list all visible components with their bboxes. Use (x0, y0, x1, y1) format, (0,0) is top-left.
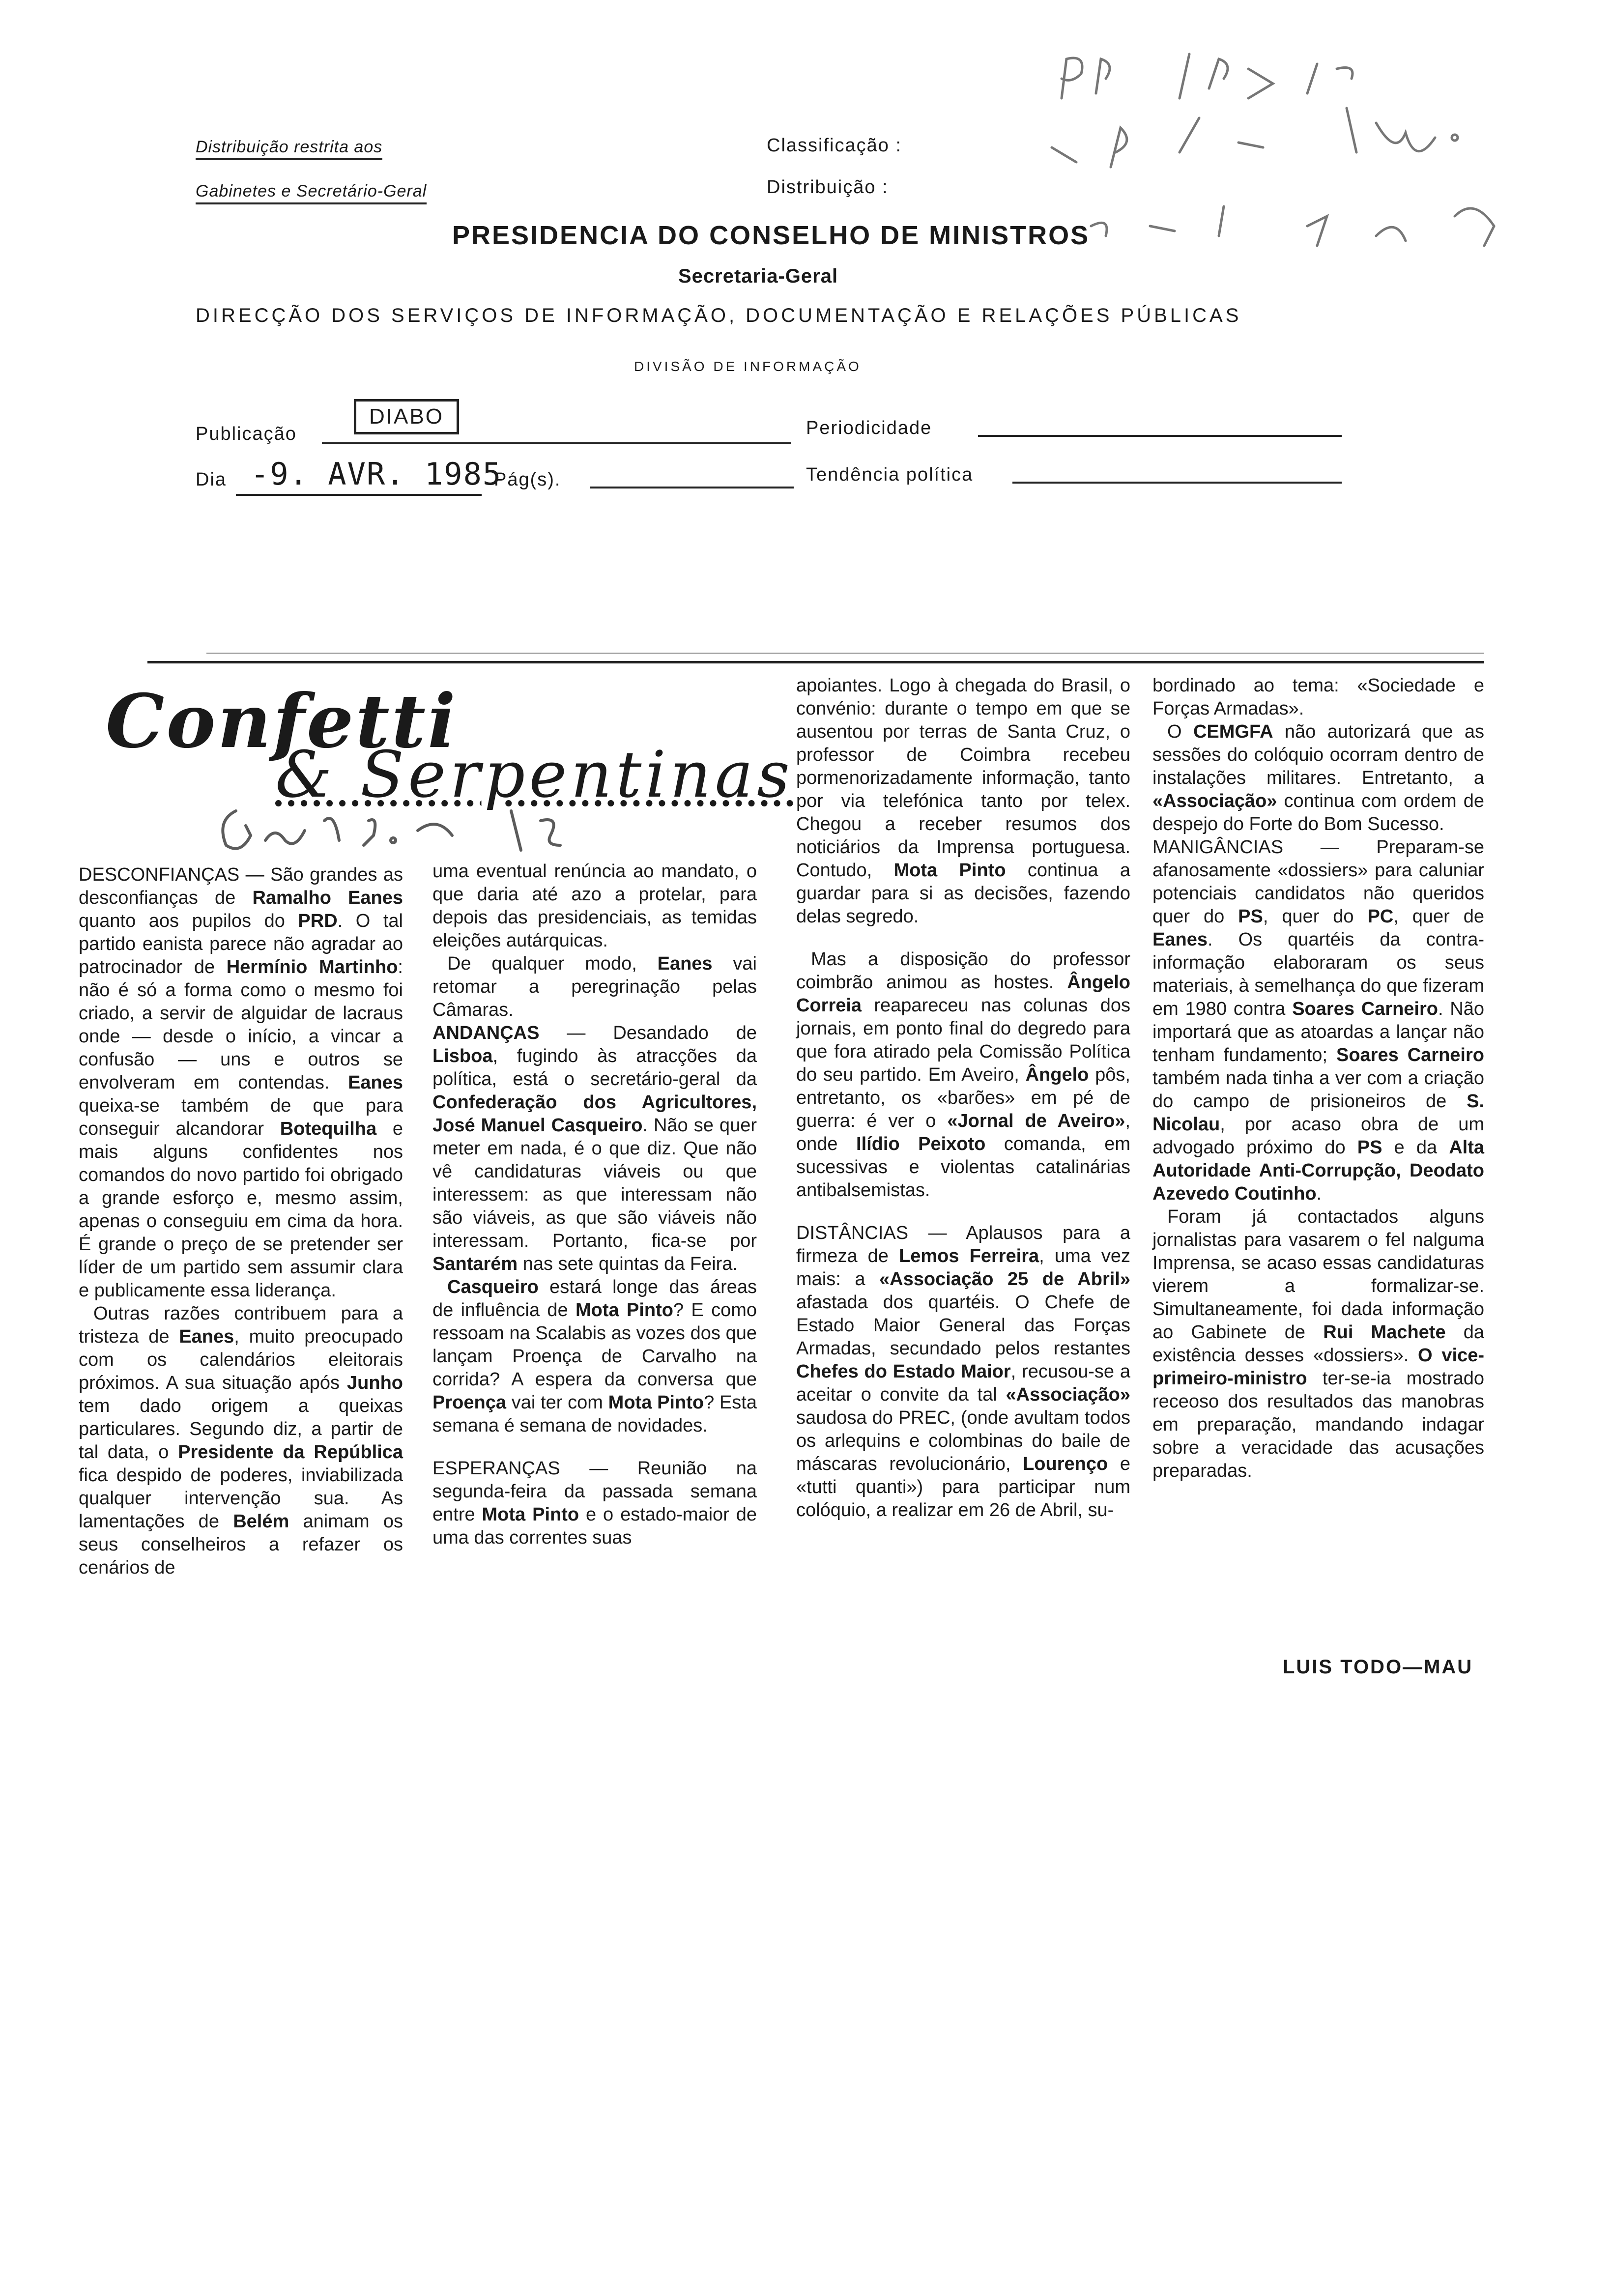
paragraph-coimbrao: Mas a disposição do professor coimbrão animou as hostes. Ângelo Correia reapareceu nas colunas dos jornais, em ponto final do degredo para que fora atirado pela Comissão Política do seu partido. Em Aveiro, Ângelo pôs, entretanto, os «barões» em pé de guerra: é ver o «Jornal de Aveiro», onde Ilídio Peixoto comanda, em sucessivas e violentas catalinárias antibalsemistas. (796, 949, 1130, 1201)
date-stamp: -9. AVR. 1985 (251, 456, 502, 492)
paragraph-casqueiro: Casqueiro estará longe das áreas de influência de Mota Pinto? E como ressoam na Scalabis as vozes dos que lançam Proença de Carvalho na corrida? A espera da conversa que Proença vai ter com Mota Pinto? Esta semana é semana de novidades. (432, 1277, 757, 1436)
publication-underline (322, 442, 791, 444)
periodicity-label: Periodicidade (806, 418, 932, 438)
paragraph-cemgfa: O CEMGFA não autorizará que as sessões do colóquio ocorram dentro de instalações militares. Entretanto, a «Associação» continua com ordem de despejo do Forte do Bom Sucesso. (1152, 721, 1484, 834)
paragraph-distancias: DISTÂNCIAS — Aplausos para a firmeza de Lemos Ferreira, uma vez mais: a «Associação 25 de Abril» afastada dos quartéis. O Chefe de Estado Maior General das Forças Armadas, secundado pelos restantes Chefes do Estado Maior, recusou-se a aceitar o convite da tal «Associação» saudosa do PREC, (onde avultam todos os arlequins e colombinas do baile de máscaras revolucionário, Lourenço e «tutti quanti») para participar num colóquio, a realizar em 26 de Abril, su- (796, 1223, 1130, 1521)
paragraph-outras-razoes: Outras razões contribuem para a tristeza de Eanes, muito preocupado com os calendários eleitorais próximos. A sua situação após Junho tem dado origem a queixas particulares. Segundo diz, a partir de tal data, o Presidente da República fica despido de poderes, inviabilizada qualquer intervenção sua. As lamentações de Belém animam os seus conselheiros a refazer os cenários de (79, 1303, 403, 1578)
article-column-3 (796, 674, 1130, 1522)
paragraph-bordinado: bordinado ao tema: «Sociedade e Forças Armadas». (1152, 675, 1484, 719)
day-label: Dia (196, 469, 227, 490)
information-division: DIVISÃO DE INFORMAÇÃO (634, 359, 862, 374)
distribution-restricted-line1: Distribuição restrita aos (196, 138, 382, 157)
paragraph-manigancias: MANIGÂNCIAS — Preparam-se afanosamente «dossiers» para caluniar potenciais candidatos não queridos quer do PS, quer do PC, quer de Eanes. Os quartéis da contra-informação elaboraram os seus materiais, à semelhança do que fizeram em 1980 contra Soares Carneiro. Não importará que as atoardas a lançar não tenham fundamento; Soares Carneiro também nada tinha a ver com a criação do campo de prisioneiros de S. Nicolau, por acaso obra de um advogado próximo do PS e da Alta Autoridade Anti-Corrupção, Deodato Azevedo Coutinho. (1152, 837, 1485, 1204)
classification-label: Classificação : (767, 135, 902, 156)
article-top-rule-thin (206, 653, 1484, 654)
masthead-confetti: Confetti (106, 678, 458, 765)
handwritten-date-note (206, 781, 600, 865)
distribution-restricted-line2: Gabinetes e Secretário-Geral (196, 182, 427, 201)
distribution-label: Distribuição : (767, 177, 889, 198)
article-column-1 (79, 863, 403, 1579)
pages-underline (590, 487, 794, 488)
paragraph-desconfiancas: DESCONFIANÇAS — São grandes as desconfianças de Ramalho Eanes quanto aos pupilos do PRD. O tal partido eanista parece não agradar ao patrocinador de Hermínio Martinho: não é só a forma como o mesmo foi criado, a servir de alguidar de lacraus onde — desde o início, a vincar a confusão — uns e outros se envolveram em contendas. Eanes queixa-se também de que para conseguir alcandorar Botequilha e mais alguns confidentes nos comandos do novo partido foi obrigado a grande esforço e, mesmo assim, apenas o conseguiu em cima da hora. É grande o preço de se pretender ser líder de um partido sem assumir clara e publicamente essa liderança. (79, 864, 403, 1301)
periodicity-underline (978, 435, 1342, 437)
directorate-line: DIRECÇÃO DOS SERVIÇOS DE INFORMAÇÃO, DOCUMENTAÇÃO E RELAÇÕES PÚBLICAS (196, 305, 1242, 326)
day-underline (236, 494, 482, 496)
author-signature: LUIS TODO—MAU (1283, 1656, 1473, 1678)
paragraph-esperancas: ESPERANÇAS — Reunião na segunda-feira da passada semana entre Mota Pinto e o estado-maior de uma das correntes suas (432, 1458, 757, 1548)
article-top-rule (147, 661, 1484, 663)
paragraph-jornalistas: Foram já contactados alguns jornalistas para vasarem o fel nalguma Imprensa, se acaso essas candidaturas vierem a formalizar-se. Simultaneamente, foi dada informação ao Gabinete de Rui Machete da existência desses «dossiers». O vice-primeiro-ministro ter-se-ia mostrado receoso dos resultados das manobras em preparação, mandando indagar sobre a veracidade das acusações preparadas. (1152, 1206, 1485, 1481)
pages-label: Pág(s). (494, 469, 561, 490)
paragraph-apoiantes: apoiantes. Logo à chegada do Brasil, o convénio: durante o tempo em que se ausentou por terras de Santa Cruz, o professor de Coimbra recebeu pormenorizadamente informação, tanto por via telefónica tanto por telex. Chegou a receber resumos dos noticiários da Imprensa portuguesa. Contudo, Mota Pinto continua a guardar para si as decisões, fazendo delas segredo. (796, 675, 1130, 927)
article-column-2 (432, 860, 757, 1550)
handwritten-annotation (1032, 39, 1553, 285)
political-tendency-label: Tendência política (806, 464, 974, 485)
general-secretariat: Secretaria-Geral (678, 265, 838, 287)
publication-label: Publicação (196, 424, 297, 444)
publication-stamp: DIABO (354, 399, 459, 434)
paragraph-renuncia: uma eventual renúncia ao mandato, o que daria até azo a protelar, para depois das presidenciais, as temidas eleições autárquicas. (432, 861, 757, 951)
masthead-serpentinas: & Serpentinas (275, 737, 794, 812)
paragraph-andancas: ANDANÇAS — Desandado de Lisboa, fugindo às atracções da política, está o secretário-geral da Confederação dos Agricultores, José Manuel Casqueiro. Não se quer meter em nada, é o que diz. Que não vê candidaturas viáveis ou que interessem: as que interessam não são viáveis, as que são viáveis não interessam. Portanto, fica-se por Santarém nas sete quintas da Feira. (432, 1023, 757, 1274)
tendency-underline (1012, 482, 1342, 484)
paragraph-peregrinacao: De qualquer modo, Eanes vai retomar a peregrinação pelas Câmaras. (432, 953, 757, 1020)
presidency-title: PRESIDENCIA DO CONSELHO DE MINISTROS (452, 221, 1090, 250)
article-column-4 (1152, 674, 1484, 1483)
